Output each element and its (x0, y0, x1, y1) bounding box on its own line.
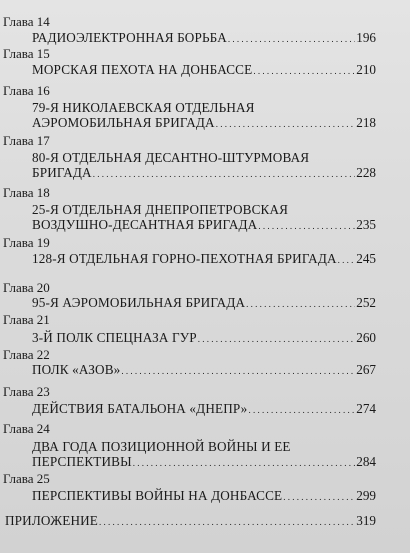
entry-title: 3-Й ПОЛК СПЕЦНАЗА ГУР (32, 330, 197, 345)
chapter-label: Глава 15 (3, 46, 50, 61)
dot-leader (121, 362, 355, 379)
dot-leader (216, 115, 355, 132)
entry-title: ПЕРСПЕКТИВЫ (32, 454, 132, 469)
toc-entry[interactable] (32, 401, 376, 418)
entry-last-line (32, 454, 376, 471)
toc-entry[interactable] (32, 100, 376, 132)
entry-last-line (5, 513, 376, 530)
entry-last-line (32, 330, 376, 347)
entry-title: РАДИОЭЛЕКТРОННАЯ БОРЬБА (32, 30, 227, 45)
entry-last-line (32, 295, 376, 312)
entry-title-line: 79-Я НИКОЛАЕВСКАЯ ОТДЕЛЬНАЯ (32, 100, 255, 115)
page-number: 252 (356, 295, 376, 310)
page-number: 319 (356, 513, 376, 528)
toc-entry[interactable] (32, 362, 376, 379)
dot-leader (258, 217, 355, 234)
page-number: 210 (356, 62, 376, 77)
toc-entry[interactable] (32, 62, 376, 79)
dot-leader (93, 165, 356, 182)
dot-leader (198, 330, 355, 347)
entry-title: ВОЗДУШНО-ДЕСАНТНАЯ БРИГАДА (32, 217, 258, 232)
page-number: 267 (356, 362, 376, 377)
dot-leader (246, 295, 355, 312)
entry-title: 95-Я АЭРОМОБИЛЬНАЯ БРИГАДА (32, 295, 246, 310)
page-number: 218 (356, 115, 376, 130)
toc-entry[interactable] (32, 439, 376, 471)
entry-title: ПОЛК «АЗОВ» (32, 362, 121, 377)
page-number: 245 (356, 251, 376, 266)
toc-entry[interactable] (32, 202, 376, 234)
chapter-label: Глава 20 (3, 280, 50, 295)
dot-leader (338, 251, 356, 268)
entry-title: МОРСКАЯ ПЕХОТА НА ДОНБАССЕ (32, 62, 253, 77)
toc-entry[interactable] (32, 330, 376, 347)
entry-last-line (32, 165, 376, 182)
chapter-label: Глава 19 (3, 235, 50, 250)
chapter-label: Глава 14 (3, 14, 50, 29)
chapter-label: Глава 25 (3, 471, 50, 486)
entry-title: 128-Я ОТДЕЛЬНАЯ ГОРНО-ПЕХОТНАЯ БРИГАДА (32, 251, 337, 266)
chapter-label: Глава 21 (3, 312, 50, 327)
entry-last-line (32, 362, 376, 379)
dot-leader (228, 30, 355, 47)
entry-title-line: ДВА ГОДА ПОЗИЦИОННОЙ ВОЙНЫ И ЕЕ (32, 439, 291, 454)
entry-title: БРИГАДА (32, 165, 92, 180)
dot-leader (283, 488, 355, 505)
entry-title-line: 80-Я ОТДЕЛЬНАЯ ДЕСАНТНО-ШТУРМОВАЯ (32, 150, 310, 165)
entry-title: ДЕЙСТВИЯ БАТАЛЬОНА «ДНЕПР» (32, 401, 248, 416)
toc-entry[interactable] (32, 150, 376, 182)
entry-title: АЭРОМОБИЛЬНАЯ БРИГАДА (32, 115, 215, 130)
entry-title-line: 25-Я ОТДЕЛЬНАЯ ДНЕПРОПЕТРОВСКАЯ (32, 202, 289, 217)
toc-entry[interactable] (32, 488, 376, 505)
dot-leader (248, 401, 355, 418)
dot-leader (253, 62, 355, 79)
page-number: 228 (356, 165, 376, 180)
entry-last-line (32, 401, 376, 418)
chapter-label: Глава 22 (3, 347, 50, 362)
chapter-label: Глава 24 (3, 421, 50, 436)
chapter-label: Глава 17 (3, 133, 50, 148)
entry-last-line (32, 217, 376, 234)
entry-title: ПЕРСПЕКТИВЫ ВОЙНЫ НА ДОНБАССЕ (32, 488, 283, 503)
entry-last-line (32, 62, 376, 79)
entry-last-line (32, 30, 376, 47)
chapter-label: Глава 18 (3, 185, 50, 200)
dot-leader (133, 454, 355, 471)
dot-leader (99, 513, 355, 530)
entry-last-line (32, 115, 376, 132)
entry-last-line (32, 251, 376, 268)
page-number: 235 (356, 217, 376, 232)
entry-title: ПРИЛОЖЕНИЕ (5, 513, 98, 528)
toc-entry[interactable] (32, 295, 376, 312)
chapter-label: Глава 16 (3, 83, 50, 98)
toc-entry[interactable] (32, 251, 376, 268)
toc-entry[interactable] (32, 30, 376, 47)
page-number: 274 (356, 401, 376, 416)
page-number: 196 (356, 30, 376, 45)
toc-entry-appendix[interactable] (5, 513, 376, 530)
page-number: 284 (356, 454, 376, 469)
page-number: 260 (356, 330, 376, 345)
chapter-label: Глава 23 (3, 384, 50, 399)
page-number: 299 (356, 488, 376, 503)
entry-last-line (32, 488, 376, 505)
